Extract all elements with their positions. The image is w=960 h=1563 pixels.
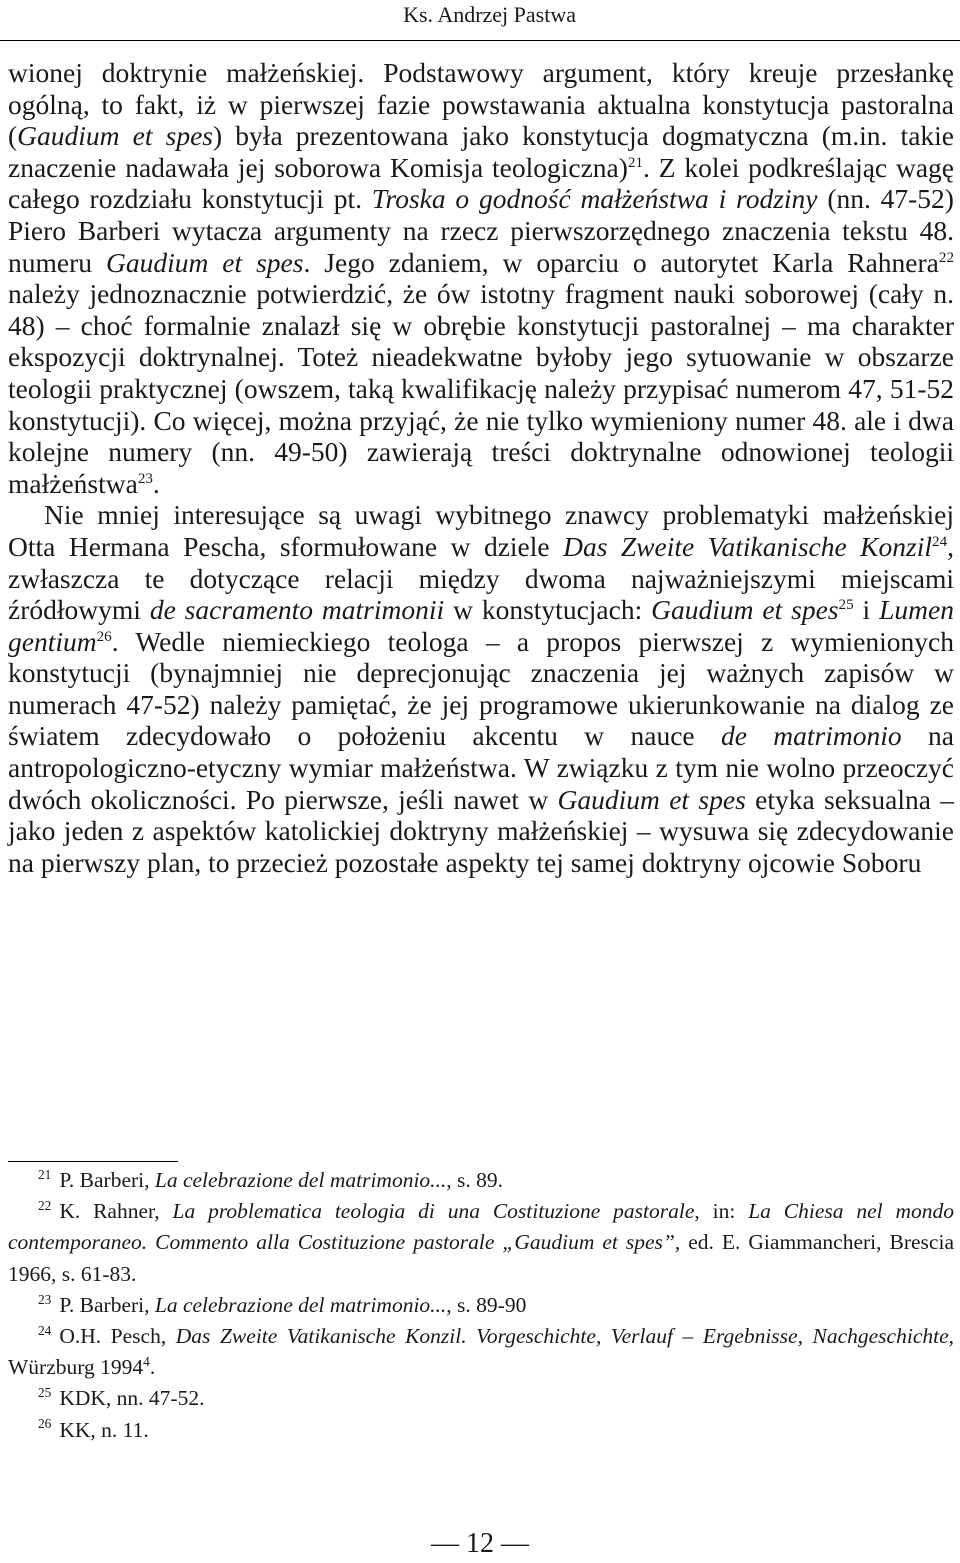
paragraph-1 (8, 57, 954, 499)
footnote-separator (8, 1161, 178, 1162)
text-span: . (152, 467, 160, 499)
italic-title: Gaudium et spes (651, 594, 839, 626)
text-span: , in: (694, 1199, 749, 1224)
text-span: wionej doktrynie małżeńskiej. Podstawowy argument, który kreuje przesłankę ogólną, to fakt, iż w pierwszej fazie powstawania aktualna konstytucja pastoralna ( (8, 57, 954, 152)
text-span: P. Barberi, (59, 1168, 155, 1192)
text-span: , ed. E. Giammancheri, Brescia 1966, s. 61-83. (8, 1230, 954, 1286)
text-span: w konstytucjach: (444, 594, 652, 626)
edition-superscript: 4 (143, 1354, 150, 1370)
text-span: P. Barberi, (59, 1292, 155, 1317)
text-span: (nn. 47-52) Piero Barberi wytacza argumenty na rzecz pierwszorzędnego znaczenia tekstu 48. numeru (8, 183, 954, 278)
text-span: ) była prezentowana jako konstytucja dogmatyczna (m.in. takie znaczenie nadawała jej soborowa Komisja teologiczna) (8, 120, 954, 183)
text-span: , zwłaszcza te dotyczące relacji między dwoma najważniejszymi miejscami źródłowymi (8, 530, 954, 626)
text-span: etyka seksualna – jako jeden z aspektów katolickiej doktryny małżeńskiej – wysuwa się zdecydowanie na pierwszy plan, to przecież pozostałe aspekty tej samej doktryny ojcowie Soboru (8, 783, 954, 878)
italic-title: Gaudium et spes (557, 783, 746, 815)
text-span: . Wedle niemieckiego teologa – a propos pierwszej z wymienionych konstytucji (bynajmniej nie deprecjonując znaczenia jej ważnych zapisów w numerach 47-52) należy pamiętać, że jej programowe ukierunkowanie na dialog ze światem zdecydowało o położeniu akcentu w nauce (8, 625, 954, 752)
italic-title: Lumen gentium (8, 594, 954, 657)
text-span: i (853, 594, 880, 626)
text-span: K. Rahner, (59, 1199, 173, 1224)
text-span: należy jednoznacznie potwierdzić, że ów istotny fragment nauki soborowej (cały n. 48) – choć formalnie znalazł się w obrębie konstytucji pastoralnej – ma charakter ekspozycji doktrynalnej. Toteż nieadekwatne byłoby jego sytuowanie w obszarze teologii praktycznej (owszem, taką kwalifikację należy przypisać numerom 47, 51-52 konstytucji). Co więcej, można przyjąć, że nie tylko wymieniony numer 48. ale i dwa kolejne numery (nn. 49-50) zawierają treści doktrynalne odnowionej teologii małżeństwa (8, 278, 954, 499)
footnote-number: 24 (38, 1322, 52, 1338)
footnote-number: 21 (38, 1166, 52, 1182)
text-span: na antropologiczno-etyczny wymiar małżeństwa. W związku z tym nie wolno przeoczyć dwóch okoliczności. Po pierwsze, jeśli nawet w (8, 720, 954, 815)
footnote-ref-24[interactable]: 24 (932, 533, 948, 550)
text-span: KDK, nn. 47-52. (59, 1386, 205, 1411)
text-span: KK, n. 11. (59, 1417, 149, 1442)
running-title: Ks. Andrzej Pastwa (403, 2, 576, 27)
footnote-number: 26 (38, 1416, 52, 1432)
text-span: . Z kolei podkreślając wagę całego rozdziału konstytucji pt. (8, 151, 954, 215)
text-span: O.H. Pesch, (59, 1324, 176, 1349)
running-header (0, 0, 960, 41)
text-span: , s. 89-90 (446, 1292, 527, 1317)
text-span: Nie mniej interesujące są uwagi wybitnego znawcy problematyki małżeńskiej Otta Hermana Pescha, sformułowane w dziele (8, 499, 954, 562)
main-text (8, 57, 954, 878)
italic-term: de sacramento matrimonii (149, 594, 445, 626)
footnote-number: 23 (38, 1291, 52, 1307)
footnote-ref-21[interactable]: 21 (627, 154, 643, 171)
italic-title: La problematica teologia di una Costituzione pastorale (172, 1199, 695, 1224)
italic-title: La celebrazione del matrimonio... (154, 1168, 447, 1192)
footnote-ref-25[interactable]: 25 (838, 596, 854, 613)
page-number-dash-left: — (431, 1528, 459, 1559)
page-number-footer (0, 1528, 960, 1560)
footnote-number: 22 (38, 1198, 52, 1214)
italic-title: La celebrazione del matrimonio... (154, 1292, 447, 1317)
page-number: 12 (466, 1528, 494, 1559)
text-span: , Würzburg 1994 (8, 1324, 954, 1380)
italic-title: Gaudium et spes (17, 120, 214, 152)
footnotes (8, 1165, 954, 1446)
text-span: , s. 89. (446, 1168, 504, 1192)
text-span: . (149, 1355, 156, 1380)
paragraph-2 (8, 499, 954, 878)
footnote-26 (8, 1415, 954, 1446)
footnote-ref-26[interactable]: 26 (96, 628, 112, 645)
italic-term: de matrimonio (720, 720, 902, 752)
italic-title: Das Zweite Vatikanische Konzil (563, 530, 933, 562)
text-span: . Jego zdaniem, w oparciu o autorytet Karla Rahnera (303, 246, 939, 278)
footnote-ref-22[interactable]: 22 (938, 249, 954, 266)
italic-title: La Chiesa nel mondo contemporaneo. Commento alla Costituzione pastorale „Gaudium et spes” (8, 1199, 954, 1255)
italic-title: Das Zweite Vatikanische Konzil. Vorgeschichte, Verlauf – Ergebnisse, Nachgeschichte (175, 1324, 949, 1349)
footnote-24 (8, 1321, 954, 1383)
italic-title: Gaudium et spes (105, 246, 304, 278)
footnote-25 (8, 1383, 954, 1414)
page-number-dash-right: — (501, 1528, 529, 1559)
footnote-22 (8, 1196, 954, 1290)
italic-title: Troska o godność małżeństwa i rodziny (371, 183, 818, 215)
footnote-ref-23[interactable]: 23 (137, 470, 153, 487)
footnote-number: 25 (38, 1385, 52, 1401)
footnote-21 (8, 1165, 954, 1196)
footnote-23 (8, 1290, 954, 1321)
